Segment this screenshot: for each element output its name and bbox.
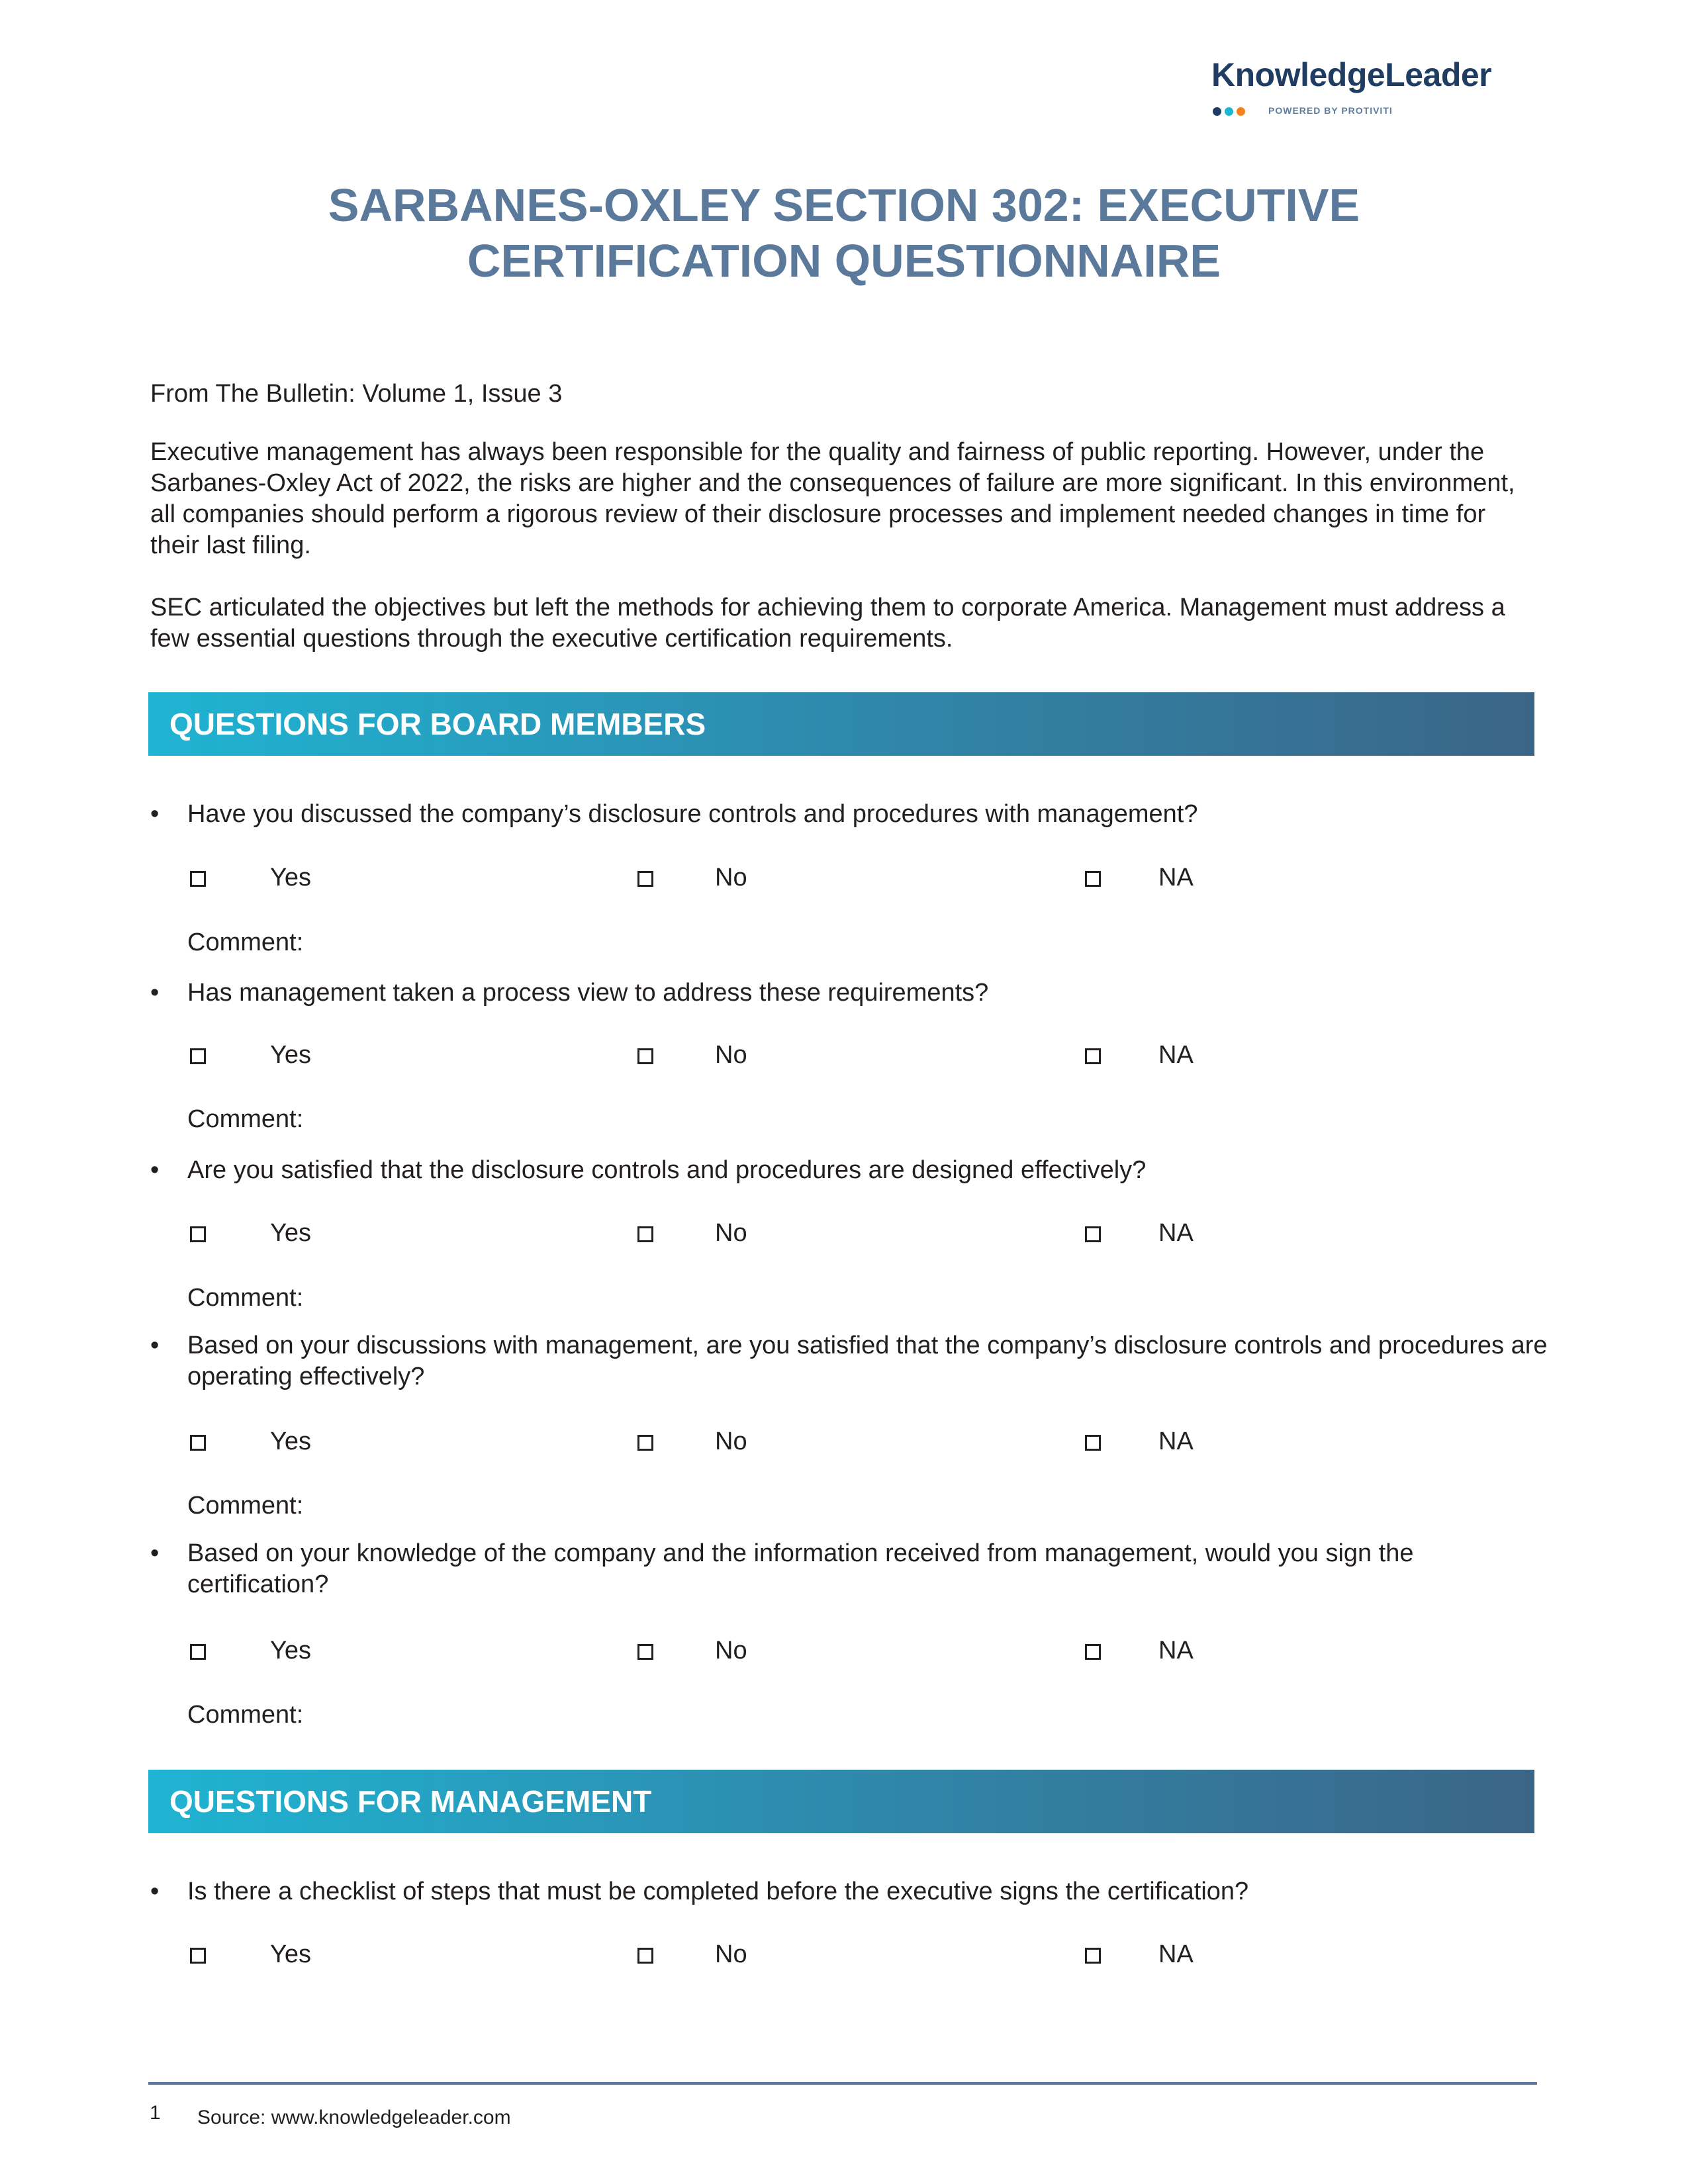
- checkbox-no[interactable]: [637, 871, 653, 887]
- question-text: Are you satisfied that the disclosure controls and procedures are designed effectively?: [187, 1156, 1147, 1184]
- page-number: 1: [150, 2102, 161, 2124]
- checkbox-na[interactable]: [1085, 1226, 1101, 1242]
- option-label-na: NA: [1158, 1940, 1194, 1968]
- checkbox-yes[interactable]: [190, 1048, 206, 1064]
- option-label-yes: Yes: [270, 1041, 311, 1069]
- question-text: Based on your discussions with management, are you satisfied that the company’s disclosure controls and procedures are operating effectively?: [187, 1332, 1548, 1390]
- question-text: Have you discussed the company’s disclosure controls and procedures with management?: [187, 800, 1198, 828]
- option-label-na: NA: [1158, 1219, 1194, 1247]
- logo-wordmark: KnowledgeLeader: [1211, 56, 1492, 93]
- title-line-2: CERTIFICATION QUESTIONNAIRE: [467, 235, 1221, 287]
- checkbox-yes[interactable]: [190, 1948, 206, 1964]
- checkbox-na[interactable]: [1085, 1948, 1101, 1964]
- option-label-no: No: [715, 1940, 747, 1968]
- option-label-yes: Yes: [270, 1428, 311, 1455]
- comment-label: Comment:: [187, 1105, 304, 1133]
- section-heading-label: QUESTIONS FOR MANAGEMENT: [169, 1784, 652, 1819]
- option-label-no: No: [715, 1428, 747, 1455]
- checkbox-na[interactable]: [1085, 871, 1101, 887]
- option-label-yes: Yes: [270, 1940, 311, 1968]
- logo-dot-navy: [1213, 107, 1221, 116]
- option-label-na: NA: [1158, 1041, 1194, 1069]
- checkbox-na[interactable]: [1085, 1435, 1101, 1451]
- checkbox-yes[interactable]: [190, 871, 206, 887]
- option-label-no: No: [715, 1041, 747, 1069]
- checkbox-no[interactable]: [637, 1644, 653, 1660]
- option-label-na: NA: [1158, 864, 1194, 891]
- source-line: From The Bulletin: Volume 1, Issue 3: [150, 380, 563, 408]
- comment-label: Comment:: [187, 1284, 304, 1312]
- option-label-yes: Yes: [270, 864, 311, 891]
- checkbox-yes[interactable]: [190, 1435, 206, 1451]
- checkbox-no[interactable]: [637, 1435, 653, 1451]
- footer-rule: [148, 2082, 1537, 2085]
- section-heading-management: [148, 1770, 1534, 1833]
- intro-paragraph-1: Executive management has always been responsible for the quality and fairness of public reporting. However, under the Sarbanes-Oxley Act of 2022, the risks are higher and the consequences of failure are more significant. In this environment, all companies should perform a rigorous review of their disclosure processes and implement needed changes in time for their last filing.: [150, 438, 1515, 559]
- logo-dot-orange: [1237, 107, 1245, 116]
- bullet: •: [150, 979, 160, 1007]
- question-text: Based on your knowledge of the company and the information received from management, would you sign the certification?: [187, 1539, 1414, 1598]
- option-label-na: NA: [1158, 1428, 1194, 1455]
- logo-dot-teal: [1225, 107, 1233, 116]
- title-line-1: SARBANES-OXLEY SECTION 302: EXECUTIVE: [328, 179, 1360, 231]
- option-label-no: No: [715, 1219, 747, 1247]
- knowledgeleader-logo: [1211, 56, 1529, 122]
- question-text: Is there a checklist of steps that must be completed before the executive signs the certification?: [187, 1878, 1249, 1905]
- checkbox-no[interactable]: [637, 1048, 653, 1064]
- section-heading-board: [148, 692, 1534, 756]
- option-label-no: No: [715, 1637, 747, 1664]
- comment-label: Comment:: [187, 1701, 304, 1729]
- bullet: •: [150, 1156, 160, 1184]
- option-label-yes: Yes: [270, 1637, 311, 1664]
- logo-tagline: POWERED BY PROTIVITI: [1268, 105, 1393, 116]
- checkbox-no[interactable]: [637, 1226, 653, 1242]
- intro-paragraph-2: SEC articulated the objectives but left the methods for achieving them to corporate America. Management must address a few essential questions through the executive certification requirements.: [150, 594, 1505, 653]
- option-label-no: No: [715, 864, 747, 891]
- bullet: •: [150, 1539, 160, 1567]
- question-text: Has management taken a process view to address these requirements?: [187, 979, 989, 1007]
- section-heading-label: QUESTIONS FOR BOARD MEMBERS: [169, 707, 706, 741]
- bullet: •: [150, 800, 160, 828]
- footer-source: Source: www.knowledgeleader.com: [197, 2107, 511, 2128]
- bullet: •: [150, 1878, 160, 1905]
- checkbox-na[interactable]: [1085, 1048, 1101, 1064]
- bullet: •: [150, 1332, 160, 1359]
- option-label-yes: Yes: [270, 1219, 311, 1247]
- comment-label: Comment:: [187, 929, 304, 956]
- checkbox-yes[interactable]: [190, 1644, 206, 1660]
- checkbox-no[interactable]: [637, 1948, 653, 1964]
- checkbox-na[interactable]: [1085, 1644, 1101, 1660]
- option-label-na: NA: [1158, 1637, 1194, 1664]
- page-title: [0, 177, 1688, 289]
- checkbox-yes[interactable]: [190, 1226, 206, 1242]
- comment-label: Comment:: [187, 1492, 304, 1520]
